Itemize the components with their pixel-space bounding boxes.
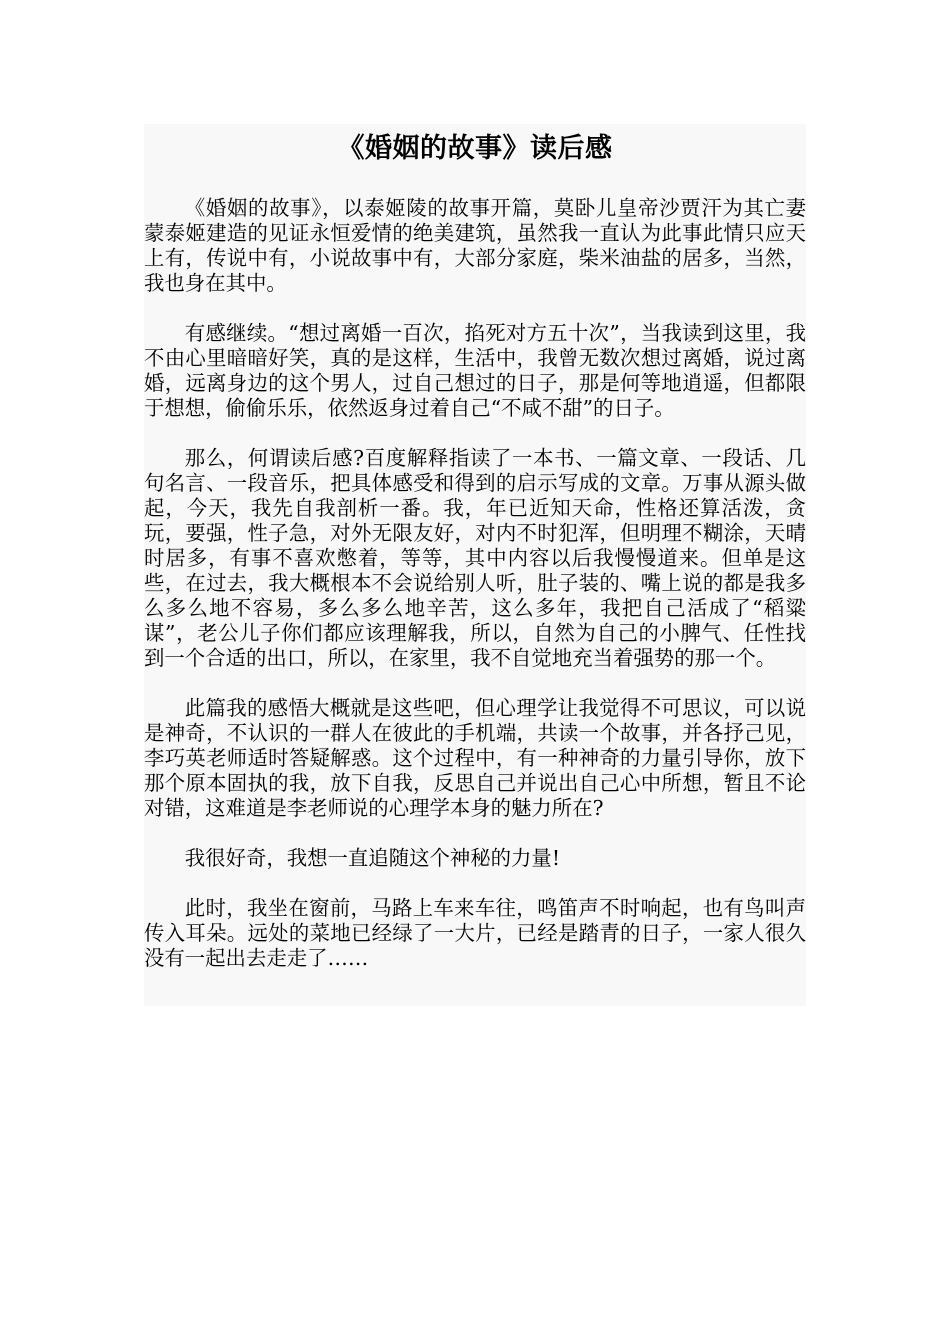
paragraph: 我很好奇，我想一直追随这个神秘的力量! <box>184 846 561 870</box>
paragraph: 此时，我坐在窗前，马路上车来车往，鸣笛声不时响起，也有鸟叫声传入耳朵。远处的菜地已经绿了一大片，已经是踏青的日子，一家人很久没有一起出去走走了…… <box>144 896 806 970</box>
paragraph: 此篇我的感悟大概就是这些吧，但心理学让我觉得不可思议，可以说是神奇，不认识的一群人在彼此的手机端，共读一个故事，并各抒己见，李巧英老师适时答疑解惑。这个过程中，有一种神奇的力量引导你，放下那个原本固执的我，放下自我，反思自己并说出自己心中所想，暂且不论对错，这难道是李老师说的心理学本身的魅力所在? <box>144 696 806 820</box>
paragraph: 《婚姻的故事》，以泰姬陵的故事开篇，莫卧儿皇帝沙贾汗为其亡妻蒙泰姬建造的见证永恒爱情的绝美建筑，虽然我一直认为此事此情只应天上有，传说中有，小说故事中有，大部分家庭，柴米油盐的居多，当然，我也身在其中。 <box>144 196 806 295</box>
document-title: 《婚姻的故事》读后感 <box>337 133 613 164</box>
paragraph: 有感继续。“想过离婚一百次，掐死对方五十次”，当我读到这里，我不由心里暗暗好笑，真的是这样，生活中，我曾无数次想过离婚，说过离婚，远离身边的这个男人，过自己想过的日子，那是何等地逍遥，但都限于想想，偷偷乐乐，依然返身过着自己“不咸不甜”的日子。 <box>144 321 806 420</box>
document-body <box>144 196 806 971</box>
paragraph: 那么，何谓读后感?百度解释指读了一本书、一篇文章、一段话、几句名言、一段音乐，把具体感受和得到的启示写成的文章。万事从源头做起，今天，我先自我剖析一番。我，年已近知天命，性格还算活泼，贪玩，要强，性子急，对外无限友好，对内不时犯浑，但明理不糊涂，天晴时居多，有事不喜欢憋着，等等，其中内容以后我慢慢道来。但单是这些，在过去，我大概根本不会说给别人听，肚子装的、嘴上说的都是我多么多么地不容易，多么多么地辛苦，这么多年，我把自己活成了“稻粱谋”，老公儿子你们都应该理解我，所以，自然为自己的小脾气、任性找到一个合适的出口，所以，在家里，我不自觉地充当着强势的那一个。 <box>144 446 806 670</box>
